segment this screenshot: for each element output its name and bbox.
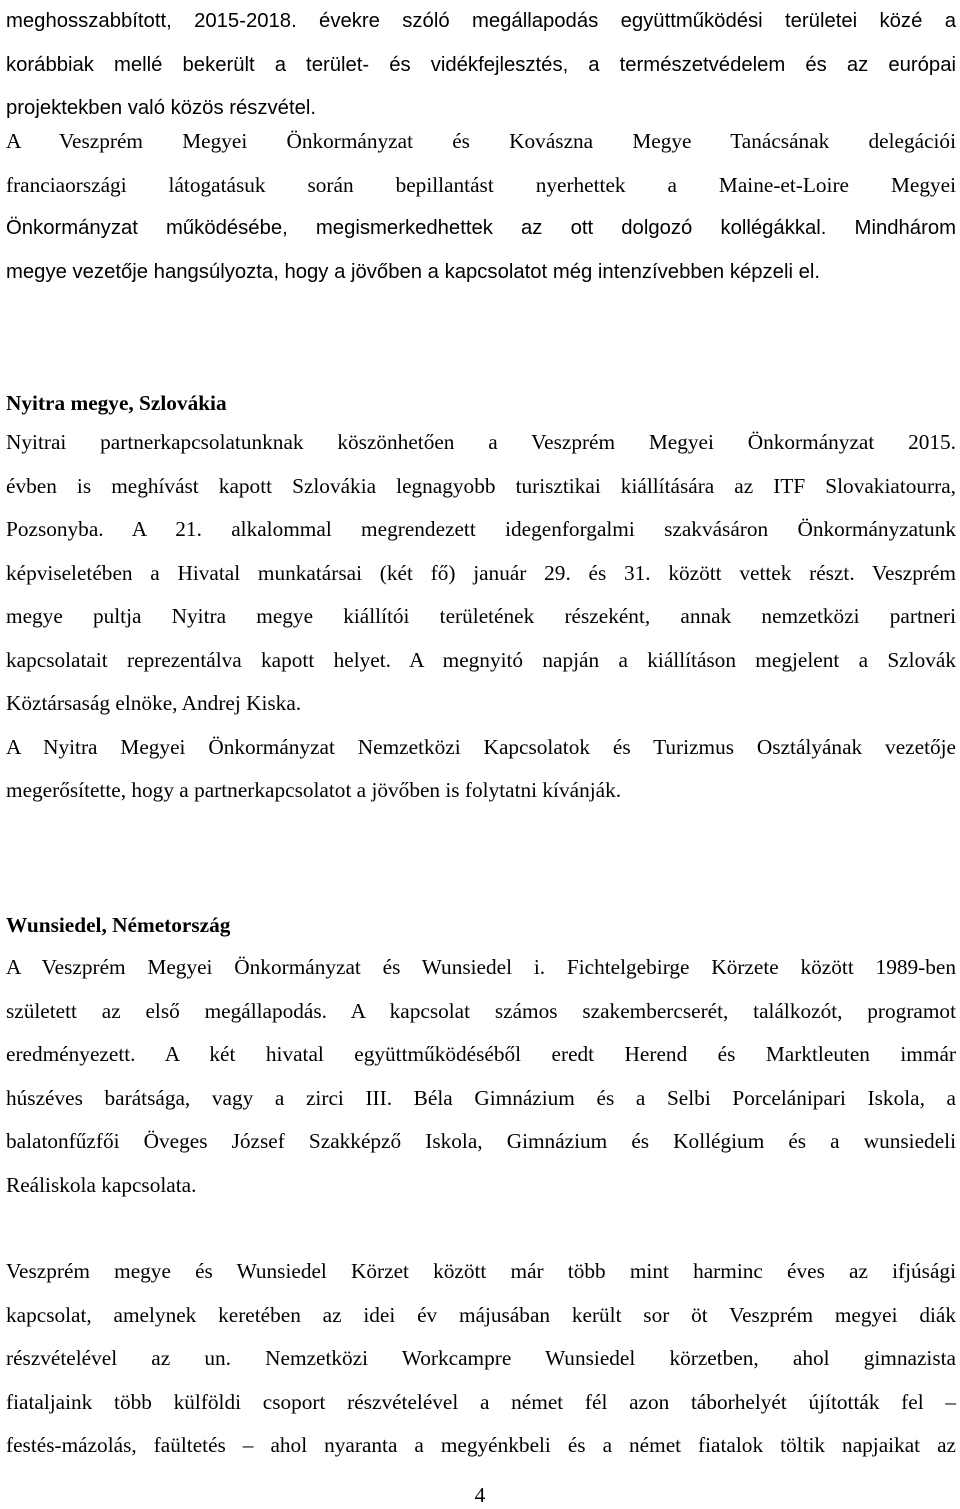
text-line: Köztársaság elnöke, Andrej Kiska. [6,691,302,715]
text-line: Reáliskola kapcsolata. [6,1172,197,1197]
text-line: korábbiak mellé bekerült a terület- és vidékfejlesztés, a természetvédelem és az európai [6,53,956,76]
paragraph-wunsiedel-agreement [6,946,956,1207]
section-heading-wunsiedel: Wunsiedel, Németország [6,913,231,937]
text-line: húszéves barátsága, vagy a zirci III. Béla Gimnázium és a Selbi Porcelánipari Iskola, a [6,1085,956,1110]
text-line: meghosszabbított, 2015-2018. évekre szóló megállapodás együttműködési területei közé a [6,10,956,32]
text-line: projektekben való közös részvétel. [6,97,317,119]
text-line: megye pultja Nyitra megye kiállítói területének részeként, annak nemzetközi partneri [6,604,956,628]
paragraph-youth-workcamp [6,1250,956,1468]
text-line: megye vezetője hangsúlyozta, hogy a jövőben a kapcsolatot még intenzívebben képzeli el. [6,260,821,283]
text-line: megerősítette, hogy a partnerkapcsolatot a jövőben is folytatni kívánják. [6,778,622,802]
text-line: képviseletében a Hivatal munkatársai (két fő) január 29. és 31. között vettek részt. Veszprém [6,560,956,585]
text-line: Önkormányzat működésébe, megismerkedhettek az ott dolgozó kollégákkal. Mindhárom [6,217,956,239]
text-line: Veszprém megye és Wunsiedel Körzet között már több mint harminc éves az ifjúsági [6,1259,956,1283]
text-line: A Nyitra Megyei Önkormányzat Nemzetközi Kapcsolatok és Turizmus Osztályának vezetője [6,734,956,759]
section-heading-nyitra: Nyitra megye, Szlovákia [6,391,227,415]
text-line: festés-mázolás, faültetés – ahol nyaranta a megyénkbeli és a német fiatalok töltik napjaikat az [6,1433,956,1457]
text-line: fiataljaink több külföldi csoport részvételével a német fél azon táborhelyét újították fel – [6,1389,956,1414]
paragraph-agreement-areas [6,0,956,131]
paragraph-nyitra-partnership [6,421,956,813]
text-line: kapcsolatait reprezentálva kapott helyet. A megnyitó napján a kiállításon megjelent a Szlovák [6,647,956,672]
text-line: Nyitrai partnerkapcsolatunknak köszönhetően a Veszprém Megyei Önkormányzat 2015. [6,430,956,454]
text-line: született az első megállapodás. A kapcsolat számos szakembercserét, találkozót, programot [6,998,956,1023]
text-line: Pozsonyba. A 21. alkalommal megrendezett idegenforgalmi szakvásáron Önkormányzatunk [6,517,956,541]
text-line: A Veszprém Megyei Önkormányzat és Kovászna Megye Tanácsának delegációi [6,129,956,153]
text-line: kapcsolat, amelynek keretében az idei év májusában került sor öt Veszprém megyei diák [6,1302,956,1327]
text-line: részvételével az un. Nemzetközi Workcampre Wunsiedel körzetben, ahol gimnazista [6,1346,956,1370]
text-line: évben is meghívást kapott Szlovákia legnagyobb turisztikai kiállítására az ITF Slovakiatourra, [6,473,956,498]
text-line: eredményezett. A két hivatal együttműködéséből eredt Herend és Marktleuten immár [6,1042,956,1066]
paragraph-delegation-visit [6,120,956,294]
text-line: franciaországi látogatásuk során bepillantást nyerhettek a Maine-et-Loire Megyei [6,172,956,197]
text-line: A Veszprém Megyei Önkormányzat és Wunsiedel i. Fichtelgebirge Körzete között 1989-ben [6,955,956,979]
text-line: balatonfűzfői Öveges József Szakképző Iskola, Gimnázium és Kollégium és a wunsiedeli [6,1129,956,1153]
page-number: 4 [474,1483,486,1507]
